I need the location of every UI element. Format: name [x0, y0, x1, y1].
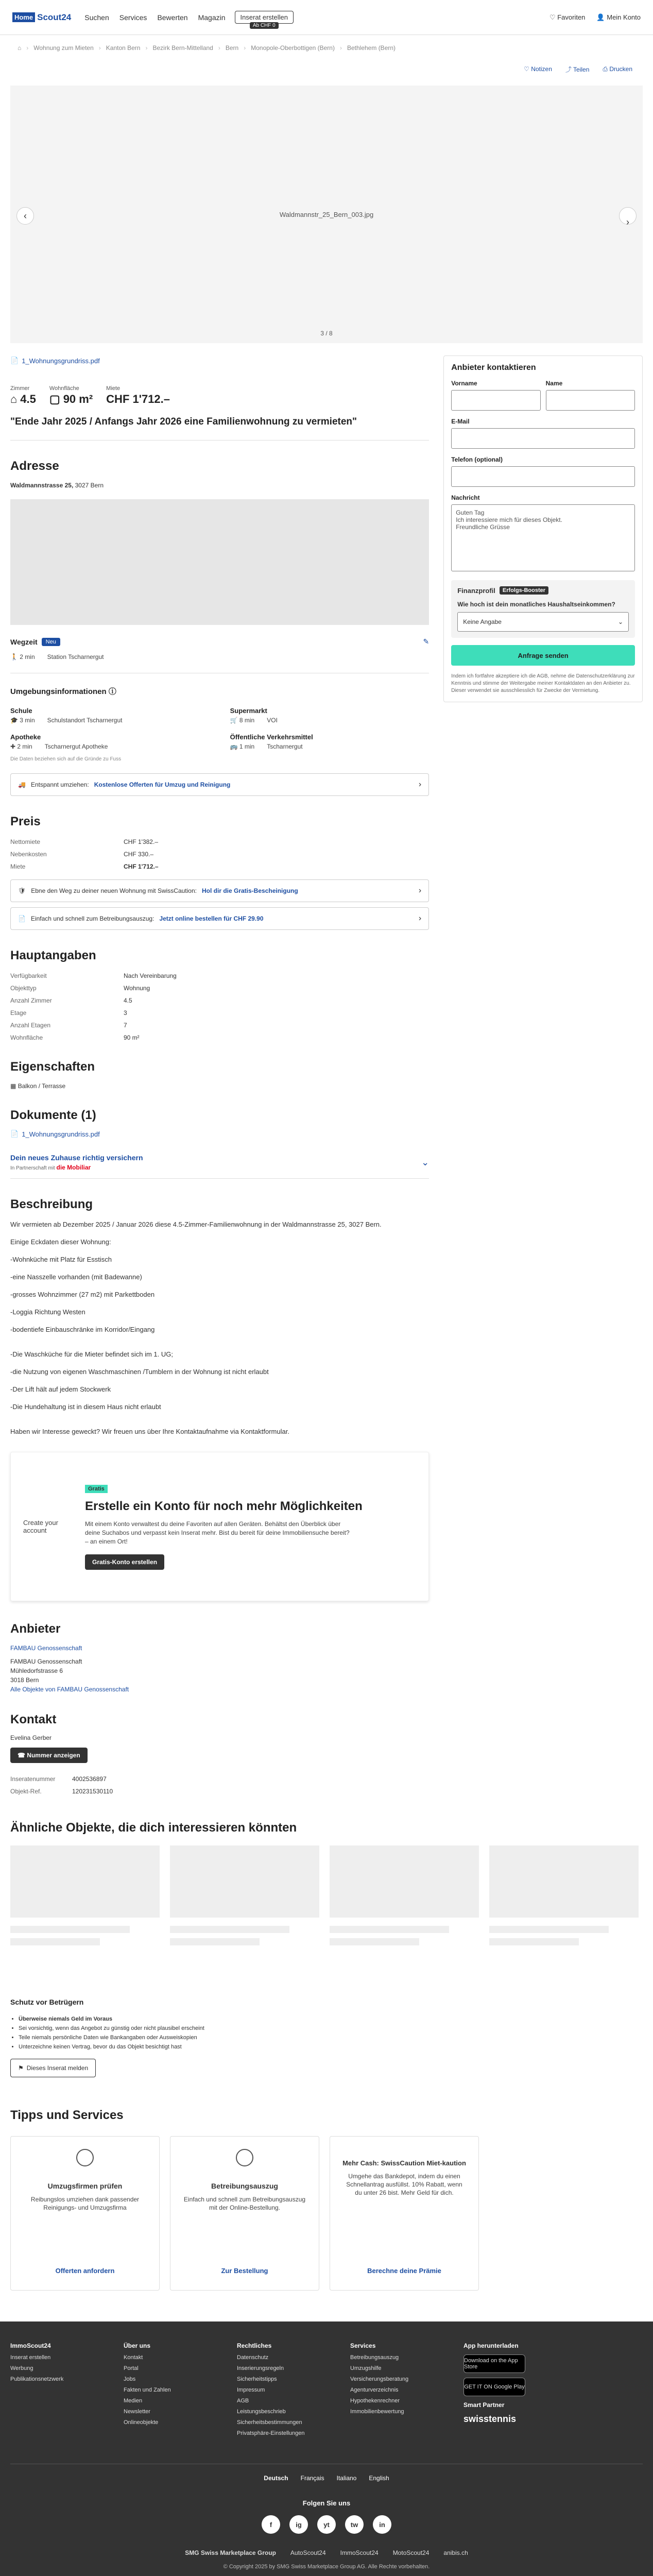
info-value: 90 m² — [124, 1034, 140, 1041]
similar-card[interactable] — [170, 1845, 319, 1969]
map[interactable] — [10, 499, 429, 625]
description-para: -Die Waschküche für die Mieter befindet sich im 1. UG; — [10, 1350, 173, 1358]
house-icon: ⌂ — [10, 393, 18, 405]
env-name: Tscharnergut Apotheke — [44, 743, 108, 750]
footer-link[interactable]: Inserat erstellen — [10, 2354, 51, 2361]
floorplan-doc-link[interactable] — [10, 357, 429, 365]
pharmacy-icon: ✚ 2 min — [10, 743, 32, 750]
user-icon: 👤 — [596, 13, 605, 21]
provider-section — [10, 1622, 429, 1694]
swisscaution-promo[interactable] — [10, 879, 429, 902]
footer-col-title: Services — [350, 2342, 376, 2349]
stat-value: CHF 1'712.– — [106, 393, 170, 405]
price-value: CHF 1'712.– — [124, 863, 159, 870]
section-title: Dokumente (1) — [10, 1108, 96, 1122]
logo-home: Home — [12, 12, 35, 22]
linkedin-icon[interactable]: in — [373, 2515, 391, 2534]
tips-section — [0, 2108, 653, 2291]
tip-link[interactable]: Zur Bestellung — [221, 2267, 268, 2275]
fraud-tip: • Sei vorsichtig, wenn das Angebot zu günstig oder nicht plausibel erscheint — [19, 2024, 643, 2033]
description-para: -grosses Wohnzimmer (27 m2) mit Parkettboden — [10, 1291, 155, 1298]
chevron-down-icon: ⌄ — [617, 618, 623, 625]
contact-key: Inseratenummer — [10, 1775, 56, 1783]
info-key: Verfügbarkeit — [10, 972, 47, 979]
show-phone-label: Nummer anzeigen — [27, 1752, 80, 1759]
chevron-right-icon: › — [418, 780, 422, 789]
footer-col — [237, 2342, 330, 2441]
fraud-section — [0, 1998, 653, 2077]
section-title: Anbieter — [10, 1622, 61, 1636]
email-input[interactable] — [451, 428, 635, 449]
similar-title: Ähnliche Objekte, die dich interessieren könnten — [10, 1821, 297, 1835]
contact-form — [443, 355, 643, 702]
similar-card[interactable] — [489, 1845, 639, 1969]
create-listing-button[interactable] — [235, 11, 294, 28]
create-listing-badge: Ab CHF 0 — [250, 22, 279, 29]
tip-card[interactable] — [330, 2136, 479, 2291]
chevron-right-icon[interactable]: › — [619, 207, 637, 225]
message-label: Nachricht — [451, 494, 480, 501]
youtube-icon[interactable]: yt — [317, 2515, 336, 2534]
fraud-tip: • Teile niemals persönliche Daten wie Bankangaben oder Ausweiskopien — [19, 2033, 643, 2042]
similar-card[interactable] — [10, 1845, 160, 1969]
description-para: Wir vermieten ab Dezember 2025 / Januar 2026 diese 4.5-Zimmer-Familienwohnung in der Waldmannstrasse 25, 3027 Bern. — [10, 1221, 382, 1228]
site-header — [0, 0, 653, 35]
contact-person: Evelina Gerber — [10, 1734, 52, 1741]
lastname-label: Name — [545, 380, 563, 387]
lastname-input[interactable] — [546, 390, 635, 411]
price-value: CHF 1'382.– — [124, 838, 158, 845]
home-icon[interactable]: ⌂ — [18, 44, 22, 52]
footer-link[interactable]: Medien — [124, 2398, 143, 2404]
description-para: -Die Hundehaltung ist in diesem Haus nicht erlaubt — [10, 1403, 161, 1411]
tip-link[interactable]: Berechne deine Prämie — [367, 2267, 441, 2275]
fraud-title: Schutz vor Betrügern — [10, 1998, 84, 2006]
free-badge: Gratis — [85, 1485, 108, 1493]
footer-link[interactable]: Privatsphäre-Einstellungen — [237, 2430, 305, 2436]
provider-line: 3018 Bern — [10, 1676, 39, 1684]
report-listing-button[interactable] — [10, 2059, 96, 2077]
stat-label: Miete — [106, 385, 121, 392]
tips-title: Tipps und Services — [10, 2108, 124, 2122]
flag-icon: ⚑ — [18, 2064, 24, 2072]
info-value: 4.5 — [124, 997, 132, 1004]
form-title: Anbieter kontaktieren — [451, 363, 536, 372]
footer-link[interactable]: Werbung — [10, 2365, 33, 2371]
notes-button[interactable]: ♡ Notizen — [524, 65, 552, 73]
document-label: 1_Wohnungsgrundriss.pdf — [22, 1130, 100, 1138]
submit-button[interactable]: Anfrage senden — [451, 645, 635, 666]
tip-desc: Umgehe das Bankdepot, indem du einen Schnellantrag ausfüllst. 10% Rabatt, wenn du unter 26 bist. Mehr Geld für dich. — [346, 2173, 462, 2196]
contact-section — [10, 1713, 429, 1795]
wegzeit-dest: Station Tscharnergut — [47, 653, 104, 660]
create-listing-label: Inserat erstellen — [240, 13, 288, 21]
share-button[interactable]: ⤴ Teilen — [565, 65, 590, 73]
tip-card[interactable] — [170, 2136, 319, 2291]
provider-line: Mühledorfstrasse 6 — [10, 1667, 63, 1674]
price-key: Miete — [10, 863, 26, 870]
wegzeit-title: Wegzeit — [10, 637, 38, 646]
tip-title: Mehr Cash: SwissCaution Miet-kaution — [342, 2159, 466, 2167]
truck-icon: 🚚 — [18, 781, 26, 788]
cart-icon: 🛒 8 min — [230, 717, 255, 724]
footer-link[interactable]: Versicherungsberatung — [350, 2376, 409, 2382]
firstname-input[interactable] — [451, 390, 540, 411]
heart-icon: ♡ — [549, 13, 556, 21]
lang-option[interactable]: Deutsch — [264, 2475, 288, 2482]
footer-link[interactable]: Inserierungsregeln — [237, 2365, 284, 2371]
brand-link[interactable]: SMG Swiss Marketplace Group — [185, 2549, 276, 2556]
env-item — [10, 733, 210, 750]
create-title: Erstelle ein Konto für noch mehr Möglichkeiten — [85, 1499, 363, 1513]
account-link[interactable] — [596, 13, 641, 22]
env-item — [10, 707, 210, 724]
info-key: Wohnfläche — [10, 1034, 43, 1041]
description-para: -Der Lift hält auf jedem Stockwerk — [10, 1385, 111, 1393]
description-para: -die Nutzung von eigenen Waschmaschinen /Tumblern in der Wohnung ist nicht erlaubt — [10, 1368, 269, 1376]
contact-value: 120231530110 — [72, 1788, 113, 1795]
income-select[interactable] — [457, 612, 629, 632]
chevron-right-icon: › — [418, 914, 422, 923]
breadcrumb-item[interactable]: Monopole-Oberbottigen (Bern) — [251, 44, 335, 52]
brand-link[interactable]: AutoScout24 — [290, 2549, 326, 2556]
brand-link[interactable]: anibis.ch — [443, 2549, 468, 2556]
price-value: CHF 330.– — [124, 851, 154, 858]
footer-link[interactable]: Newsletter — [124, 2409, 150, 2415]
env-item — [230, 733, 429, 750]
school-icon: 🎓 3 min — [10, 717, 35, 724]
footer-link[interactable]: Datenschutz — [237, 2354, 269, 2361]
feature-item: Balkon / Terrasse — [18, 1082, 66, 1090]
env-cat: Öffentliche Verkehrsmittel — [230, 733, 313, 741]
address-city: 3027 Bern — [75, 482, 104, 489]
logo[interactable] — [12, 12, 71, 23]
print-button[interactable]: ⎙ Drucken — [603, 65, 632, 73]
promo-link: Jetzt online bestellen für CHF 29.90 — [159, 915, 264, 922]
walk-icon: 🚶 — [10, 653, 18, 660]
booster-badge: Erfolgs-Booster — [500, 586, 548, 595]
share-label: Teilen — [573, 65, 590, 73]
footer-link[interactable]: Kontakt — [124, 2354, 143, 2361]
env-time: 1 min — [239, 743, 255, 750]
similar-card[interactable] — [330, 1845, 479, 1969]
area-icon: ▢ — [49, 393, 60, 405]
env-name: Schulstandort Tscharnergut — [47, 717, 123, 724]
description-para: Einige Eckdaten dieser Wohnung: — [10, 1238, 111, 1246]
footer-link[interactable]: Sicherheitsbestimmungen — [237, 2419, 302, 2426]
chevron-down-icon: ⌄ — [421, 1157, 429, 1167]
breadcrumb-item[interactable]: Kanton Bern — [106, 44, 141, 52]
email-label: E-Mail — [451, 418, 470, 425]
lang-option[interactable]: English — [369, 2475, 389, 2482]
section-title: Eigenschaften — [10, 1060, 95, 1074]
breadcrumb: ⌂ › Wohnung zum Mieten › Kanton Bern › Bezirk Bern-Mittelland › Bern › Monopole-Oberbottigen (Bern) › Bethlehem (Bern) — [18, 44, 396, 52]
description-section — [10, 1197, 429, 1436]
message-textarea[interactable] — [451, 504, 635, 571]
wegzeit-header — [10, 637, 429, 646]
info-value: 7 — [124, 1022, 127, 1029]
breadcrumb-item[interactable]: Wohnung zum Mieten — [33, 44, 94, 52]
footer-col — [10, 2342, 103, 2441]
promo-link: Hol dir die Gratis-Bescheinigung — [202, 887, 298, 894]
stat-label: Zimmer — [10, 385, 30, 392]
stat-label: Wohnfläche — [49, 385, 79, 392]
edit-icon[interactable]: ✎ — [423, 637, 429, 646]
report-label: Dieses Inserat melden — [26, 2064, 89, 2072]
chevron-right-icon: › — [418, 886, 422, 895]
footer-link[interactable]: AGB — [237, 2398, 249, 2404]
create-account-card — [10, 1452, 429, 1601]
site-footer — [0, 2321, 653, 2576]
insurance-partner: In Partnerschaft mit — [10, 1165, 55, 1171]
key-stats — [10, 385, 429, 406]
app-title: App herunterladen — [463, 2342, 519, 2349]
phone-label: Telefon (optional) — [451, 456, 503, 463]
description-para: -Loggia Richtung Westen — [10, 1308, 85, 1316]
account-label: Mein Konto — [607, 13, 641, 21]
shield-icon: 🛡 — [18, 887, 26, 894]
info-key: Anzahl Zimmer — [10, 997, 52, 1004]
features-section — [10, 1060, 429, 1090]
play-store-button[interactable]: GET IT ON Google Play — [463, 2378, 525, 2396]
brand-link[interactable]: MotoScout24 — [392, 2549, 429, 2556]
info-key: Anzahl Etagen — [10, 1022, 51, 1029]
footer-col-title: Über uns — [124, 2342, 151, 2349]
listing-title: "Ende Jahr 2025 / Anfangs Jahr 2026 eine Familienwohnung zu vermieten" — [10, 416, 357, 427]
footer-link[interactable]: Fakten und Zahlen — [124, 2387, 171, 2393]
legal-text: Indem ich fortfahre akzeptiere ich die AGB, nehme die Datenschutzerklärung zur Kenntnis und stimme der Weitergabe meiner Kontaktdaten an den Anbieter zu. Dieser verwendet sie ausschliesslich für Zwecke der Vermietung. — [451, 673, 635, 693]
env-item — [230, 707, 429, 724]
footer-link[interactable]: Onlineobjekte — [124, 2419, 159, 2426]
footer-link[interactable]: Sicherheitstipps — [237, 2376, 277, 2382]
env-time: 8 min — [239, 717, 255, 724]
env-name: VOI — [267, 717, 278, 724]
lang-option[interactable]: Français — [300, 2475, 324, 2482]
image-gallery[interactable] — [10, 86, 643, 343]
info-key: Etage — [10, 1009, 27, 1016]
footer-link[interactable]: Publikationsnetzwerk — [10, 2376, 64, 2382]
environment-section — [10, 686, 429, 762]
swisstennis-logo[interactable]: swisstennis — [463, 2414, 517, 2424]
footer-link[interactable]: Jobs — [124, 2376, 136, 2382]
income-question: Wie hoch ist dein monatliches Haushaltseinkommen? — [457, 601, 615, 608]
follow-title: Folgen Sie uns — [302, 2499, 351, 2507]
stat-value: 4.5 — [20, 393, 36, 405]
description-para: -bodentiefe Einbauschränke im Korridor/Eingang — [10, 1326, 155, 1333]
env-cat: Apotheke — [10, 733, 41, 741]
promo-link: Kostenlose Offerten für Umzug und Reinigung — [94, 781, 231, 788]
tip-link[interactable]: Offerten anfordern — [55, 2267, 115, 2275]
address-section — [10, 459, 429, 625]
env-cat: Supermarkt — [230, 707, 267, 715]
nav-services[interactable]: Services — [119, 13, 147, 22]
stat-value: 90 m² — [63, 393, 93, 405]
env-name: Tscharnergut — [267, 743, 303, 750]
brand-links — [10, 2549, 643, 2556]
documents-section — [10, 1108, 429, 1138]
document-icon: 📄 — [18, 915, 26, 922]
footer-link[interactable]: Hypothekenrechner — [350, 2398, 400, 2404]
phone-input[interactable] — [451, 466, 635, 487]
income-select-value: Keine Angabe — [463, 618, 502, 625]
create-account-button[interactable]: Gratis-Konto erstellen — [85, 1554, 164, 1570]
info-key: Objekttyp — [10, 985, 37, 992]
finance-title: Finanzprofil — [457, 586, 495, 595]
address-street: Waldmannstrasse 25, — [10, 482, 74, 489]
favorites-link[interactable] — [549, 13, 585, 22]
footer-link[interactable]: Agenturverzeichnis — [350, 2387, 399, 2393]
provider-name-link[interactable]: FAMBAU Genossenschaft — [10, 1645, 82, 1652]
facebook-icon[interactable]: f — [262, 2515, 280, 2534]
breadcrumb-item[interactable]: Bezirk Bern-Mittelland — [152, 44, 213, 52]
footer-col — [463, 2342, 556, 2441]
print-label: Drucken — [609, 65, 632, 73]
price-section — [10, 815, 429, 930]
similar-listings — [0, 1845, 653, 1969]
tip-title: Betreibungsauszug — [211, 2182, 278, 2190]
breadcrumb-item[interactable]: Bern — [225, 44, 239, 52]
footer-link[interactable]: Umzugshilfe — [350, 2365, 382, 2371]
promo-text: Einfach und schnell zum Betreibungsauszug: — [30, 915, 154, 922]
wegzeit-row — [10, 653, 429, 660]
nav-suchen[interactable]: Suchen — [84, 13, 109, 22]
balcony-icon: ▦ — [10, 1082, 16, 1090]
instagram-icon[interactable]: ig — [289, 2515, 308, 2534]
footer-link[interactable]: Immobilienbewertung — [350, 2409, 404, 2415]
env-note: Die Daten beziehen sich auf die Gründe zu Fuss — [10, 756, 122, 762]
show-phone-button[interactable] — [10, 1748, 88, 1763]
promo-text: Ebne den Weg zu deiner neuen Wohnung mit SwissCaution: — [31, 887, 197, 894]
truck-icon — [76, 2149, 94, 2166]
wegzeit-time: 2 min — [20, 653, 35, 660]
contact-key: Objekt-Ref. — [10, 1788, 42, 1795]
insurance-accordion[interactable] — [10, 1154, 429, 1179]
info-value: 3 — [124, 1009, 127, 1016]
section-title: Hauptangaben — [10, 948, 96, 962]
firstname-label: Vorname — [451, 380, 477, 387]
insurance-title: Dein neues Zuhause richtig versichern — [10, 1154, 143, 1162]
description-para: -eine Nasszelle vorhanden (mit Badewanne) — [10, 1273, 142, 1281]
create-side-label: Create your account — [23, 1519, 58, 1534]
lang-option[interactable]: Italiano — [336, 2475, 357, 2482]
document-icon: 📄 — [10, 357, 19, 364]
description-para: Haben wir Interesse geweckt? Wir freuen uns über Ihre Kontaktaufnahme via Kontaktformular. — [10, 1428, 289, 1435]
app-store-button[interactable]: Download on the App Store — [463, 2354, 525, 2373]
document-icon: 📄 — [10, 1130, 19, 1138]
contact-value: 4002536897 — [72, 1775, 107, 1783]
footer-col — [350, 2342, 443, 2441]
provider-all-link[interactable]: Alle Objekte von FAMBAU Genossenschaft — [10, 1686, 129, 1693]
env-time: 2 min — [17, 743, 32, 750]
section-title: Beschreibung — [10, 1197, 93, 1211]
social-links — [10, 2515, 643, 2534]
footer-link[interactable]: Leistungsbeschrieb — [237, 2409, 286, 2415]
tip-desc: Einfach und schnell zum Betreibungsauszug mit der Online-Bestellung. — [183, 2196, 306, 2211]
award-icon — [236, 2149, 253, 2166]
main-info-section — [10, 948, 429, 1041]
create-text: Mit einem Konto verwaltest du deine Favoriten auf allen Geräten. Behältst den Überblick über deine Suchabos und verpasst kein Inserat mehr. Bist du bereit für deine Immobiliensuche bereit? – an einem Ort! — [85, 1520, 350, 1545]
footer-col-title: ImmoScout24 — [10, 2342, 51, 2349]
tip-title: Umzugsfirmen prüfen — [47, 2182, 123, 2190]
new-badge: Neu — [42, 638, 60, 646]
info-value: Nach Vereinbarung — [124, 972, 177, 979]
env-time: 3 min — [20, 717, 35, 724]
provider-line: FAMBAU Genossenschaft — [10, 1658, 82, 1665]
info-icon[interactable]: ⓘ — [108, 687, 116, 696]
brand-link[interactable]: ImmoScout24 — [340, 2549, 379, 2556]
partner-title: Smart Partner — [463, 2401, 505, 2409]
phone-icon: ☎ — [18, 1752, 25, 1759]
listing-actions — [0, 61, 653, 77]
tip-card[interactable] — [10, 2136, 160, 2291]
footer-link[interactable]: Impressum — [237, 2387, 265, 2393]
tip-desc: Reibungslos umziehen dank passender Reinigungs- und Umzugsfirma — [30, 2196, 140, 2211]
section-title: Kontakt — [10, 1713, 57, 1726]
floorplan-doc-label: 1_Wohnungsgrundriss.pdf — [22, 357, 100, 365]
breadcrumb-item[interactable]: Bethlehem (Bern) — [347, 44, 396, 52]
footer-col — [124, 2342, 216, 2441]
footer-col-title: Rechtliches — [237, 2342, 272, 2349]
info-value: Wohnung — [124, 985, 150, 992]
env-cat: Schule — [10, 707, 32, 715]
fraud-tip: • Überweise niemals Geld im Voraus — [19, 2014, 643, 2024]
description-para: -Wohnküche mit Platz für Esstisch — [10, 1256, 112, 1263]
mobiliar-logo: die Mobiliar — [56, 1164, 91, 1171]
notes-label: Notizen — [531, 65, 552, 73]
stat-rent — [106, 385, 170, 406]
language-switcher — [10, 2464, 643, 2482]
moving-promo[interactable] — [10, 773, 429, 796]
section-title: Adresse — [10, 459, 59, 473]
copyright: © Copyright 2025 by SMG Swiss Marketplace Group AG. Alle Rechte vorbehalten. — [223, 2564, 430, 2570]
nav-magazin[interactable]: Magazin — [198, 13, 226, 22]
price-key: Nettomiete — [10, 838, 41, 845]
env-title: Umgebungsinformationen — [10, 687, 107, 696]
promo-text: Entspannt umziehen: — [30, 781, 89, 788]
bus-icon: 🚌 1 min — [230, 743, 255, 750]
stat-area — [49, 385, 93, 406]
footer-link[interactable]: Betreibungsauszug — [350, 2354, 399, 2361]
favorites-label: Favoriten — [557, 13, 586, 21]
debt-extract-promo[interactable] — [10, 907, 429, 930]
finance-profile — [451, 580, 635, 638]
footer-link[interactable]: Portal — [124, 2365, 139, 2371]
twitter-icon[interactable]: tw — [345, 2515, 364, 2534]
logo-brand: Scout24 — [37, 12, 72, 22]
stat-rooms — [10, 385, 36, 406]
main-nav — [84, 13, 225, 22]
gallery-caption: Waldmannstr_25_Bern_003.jpg — [279, 210, 374, 218]
fraud-tip: • Unterzeichne keinen Vertrag, bevor du das Objekt besichtigt hast — [19, 2042, 643, 2052]
document-link[interactable] — [10, 1130, 429, 1138]
gallery-count: 3 / 8 — [320, 330, 333, 337]
chevron-left-icon[interactable]: ‹ — [16, 207, 34, 225]
price-key: Nebenkosten — [10, 851, 47, 858]
section-title: Preis — [10, 815, 41, 828]
nav-bewerten[interactable]: Bewerten — [157, 13, 188, 22]
